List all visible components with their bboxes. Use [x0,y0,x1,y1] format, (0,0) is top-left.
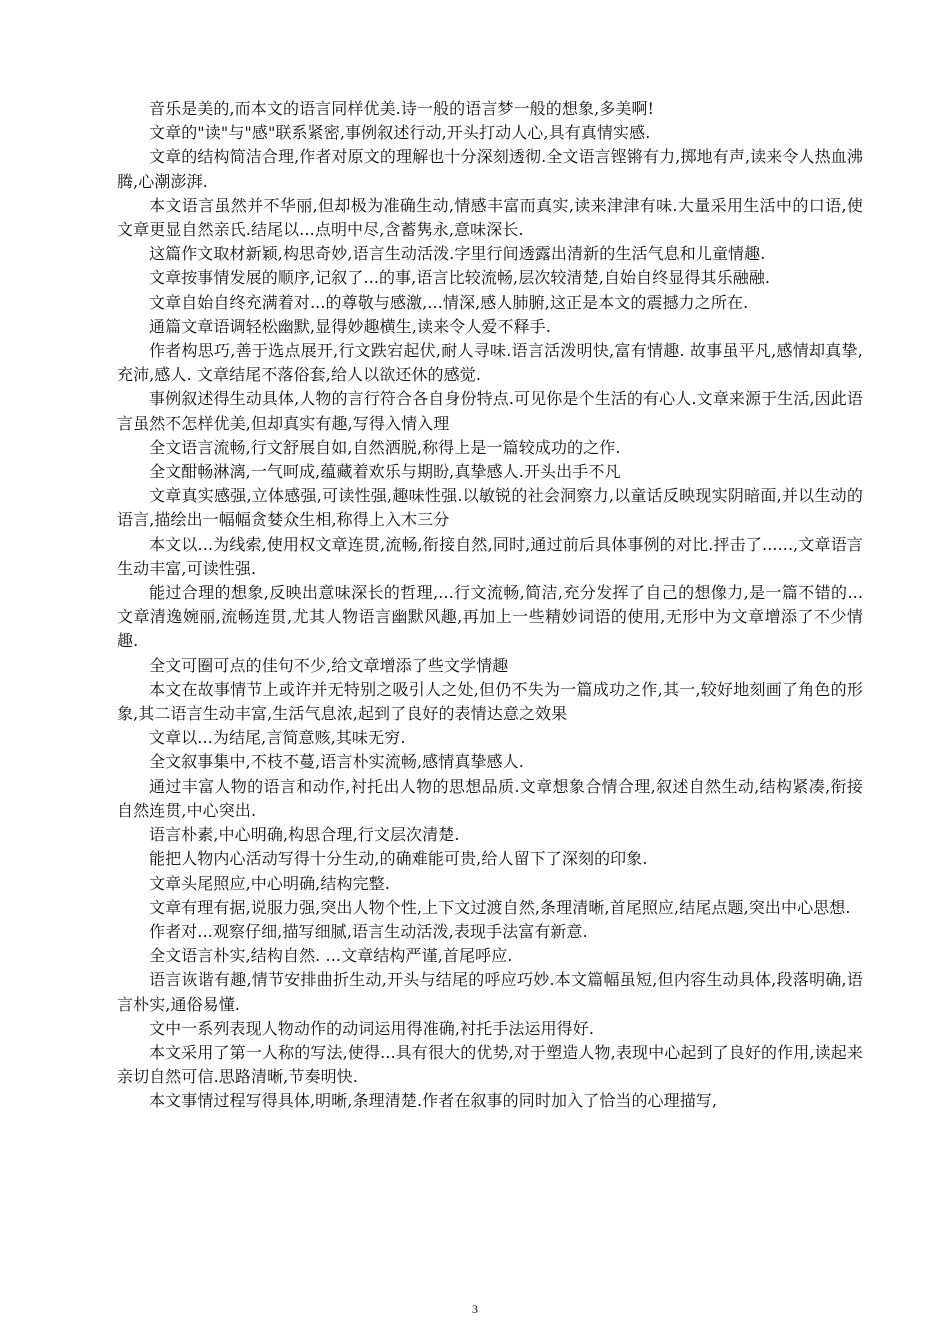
document-body [117,97,863,1114]
comment-paragraph: 本文在故事情节上或许并无特别之吸引人之处,但仍不失为一篇成功之作,其一,较好地刻画了角色的形象,其二语言生动丰富,生活气息浓,起到了良好的表情达意之效果 [117,679,863,724]
comment-paragraph: 作者对...观察仔细,描写细腻,语言生动活泼,表现手法富有新意. [149,921,588,941]
comment-paragraph: 通篇文章语调轻松幽默,显得妙趣横生,读来令人爱不释手. [149,316,551,336]
comment-paragraph: 事例叙述得生动具体,人物的言行符合各自身份特点.可见你是个生活的有心人.文章来源于生活,因此语言虽然不怎样优美,但却真实有趣,写得入情入理 [117,389,863,433]
comment-paragraph: 全文叙事集中,不枝不蔓,语言朴实流畅,感情真挚感人. [149,752,524,772]
comment-paragraph: 本文事情过程写得具体,明晰,条理清楚.作者在叙事的同时加入了恰当的心理描写, [149,1091,718,1111]
comment-paragraph: 文章按事情发展的顺序,记叙了...的事,语言比较流畅,层次较清楚,自始自终显得其乐融融. [149,268,771,288]
comment-paragraph: 语言诙谐有趣,情节安排曲折生动,开头与结尾的呼应巧妙.本文篇幅虽短,但内容生动具体,段落明确,语言朴实,通俗易懂. [117,970,863,1014]
comment-paragraph: 文章真实感强,立体感强,可读性强,趣味性强.以敏锐的社会洞察力,以童话反映现实阴暗面,并以生动的语言,描绘出一幅幅贪婪众生相,称得上入木三分 [117,486,863,530]
comment-paragraph: 文章以...为结尾,言简意赅,其味无穷. [149,728,406,748]
comment-paragraph: 本文以...为线索,使用权文章连贯,流畅,衔接自然,同时,通过前后具体事例的对比.抨击了......,文章语言生动丰富,可读性强. [117,534,863,578]
comment-paragraph: 全文酣畅淋漓,一气呵成,蕴藏着欢乐与期盼,真挚感人.开头出手不凡 [149,462,621,482]
comment-paragraph: 通过丰富人物的语言和动作,衬托出人物的思想品质.文章想象合情合理,叙述自然生动,结构紧凑,衔接自然连贯,中心突出. [117,776,863,820]
comment-paragraph: 全文可圈可点的佳句不少,给文章增添了些文学情趣 [149,655,509,675]
comment-paragraph: 这篇作文取材新颖,构思奇妙,语言生动活泼.字里行间透露出清新的生活气息和儿童情趣. [149,244,766,264]
comment-paragraph: 音乐是美的,而本文的语言同样优美.诗一般的语言梦一般的想象,多美啊! [149,99,655,118]
page-number: 3 [472,1302,478,1316]
comment-paragraph: 能过合理的想象,反映出意味深长的哲理,...行文流畅,简洁,充分发挥了自己的想像力,是一篇不错的...文章清逸婉丽,流畅连贯,尤其人物语言幽默风趣,再加上一些精妙词语的使用,无形中为文章增添了不少情趣. [117,583,863,651]
comment-paragraph: 全文语言朴实,结构自然. ...文章结构严谨,首尾呼应. [149,946,513,966]
comment-paragraph: 全文语言流畅,行文舒展自如,自然洒脱,称得上是一篇较成功的之作. [149,437,621,457]
comment-paragraph: 本文语言虽然并不华丽,但却极为准确生动,情感丰富而真实,读来津津有味.大量采用生活中的口语,使文章更显自然亲氏.结尾以...点明中尽,含蓄隽永,意味深长. [117,195,863,240]
comment-paragraph: 本文采用了第一人称的写法,使得...具有很大的优势,对于塑造人物,表现中心起到了良好的作用,读起来亲切自然可信.思路清晰,节奏明快. [117,1042,863,1087]
comment-paragraph: 文章的"读"与"感"联系紧密,事例叙述行动,开头打动人心,具有真情实感. [149,123,651,143]
comment-paragraph: 文章自始自终充满着对...的尊敬与感激,...情深,感人肺腑,这正是本文的震撼力之所在. [149,292,749,312]
comment-paragraph: 文章头尾照应,中心明确,结构完整. [149,873,390,893]
comment-paragraph: 作者构思巧,善于选点展开,行文跌宕起伏,耐人寻味.语言活泼明快,富有情趣. 故事虽平凡,感情却真挚,充沛,感人. 文章结尾不落俗套,给人以欲还休的感觉. [117,341,863,385]
comment-paragraph: 文中一系列表现人物动作的动词运用得准确,衬托手法运用得好. [149,1018,595,1038]
comment-paragraph: 文章的结构简洁合理,作者对原文的理解也十分深刻透彻.全文语言铿锵有力,掷地有声,读来令人热血沸腾,心潮澎湃. [117,147,863,191]
comment-paragraph: 语言朴素,中心明确,构思合理,行文层次清楚. [149,825,460,845]
comment-paragraph: 文章有理有据,说服力强,突出人物个性,上下文过渡自然,条理清晰,首尾照应,结尾点题,突出中心思想. [149,897,851,917]
comment-paragraph: 能把人物内心活动写得十分生动,的确难能可贵,给人留下了深刻的印象. [149,849,648,869]
